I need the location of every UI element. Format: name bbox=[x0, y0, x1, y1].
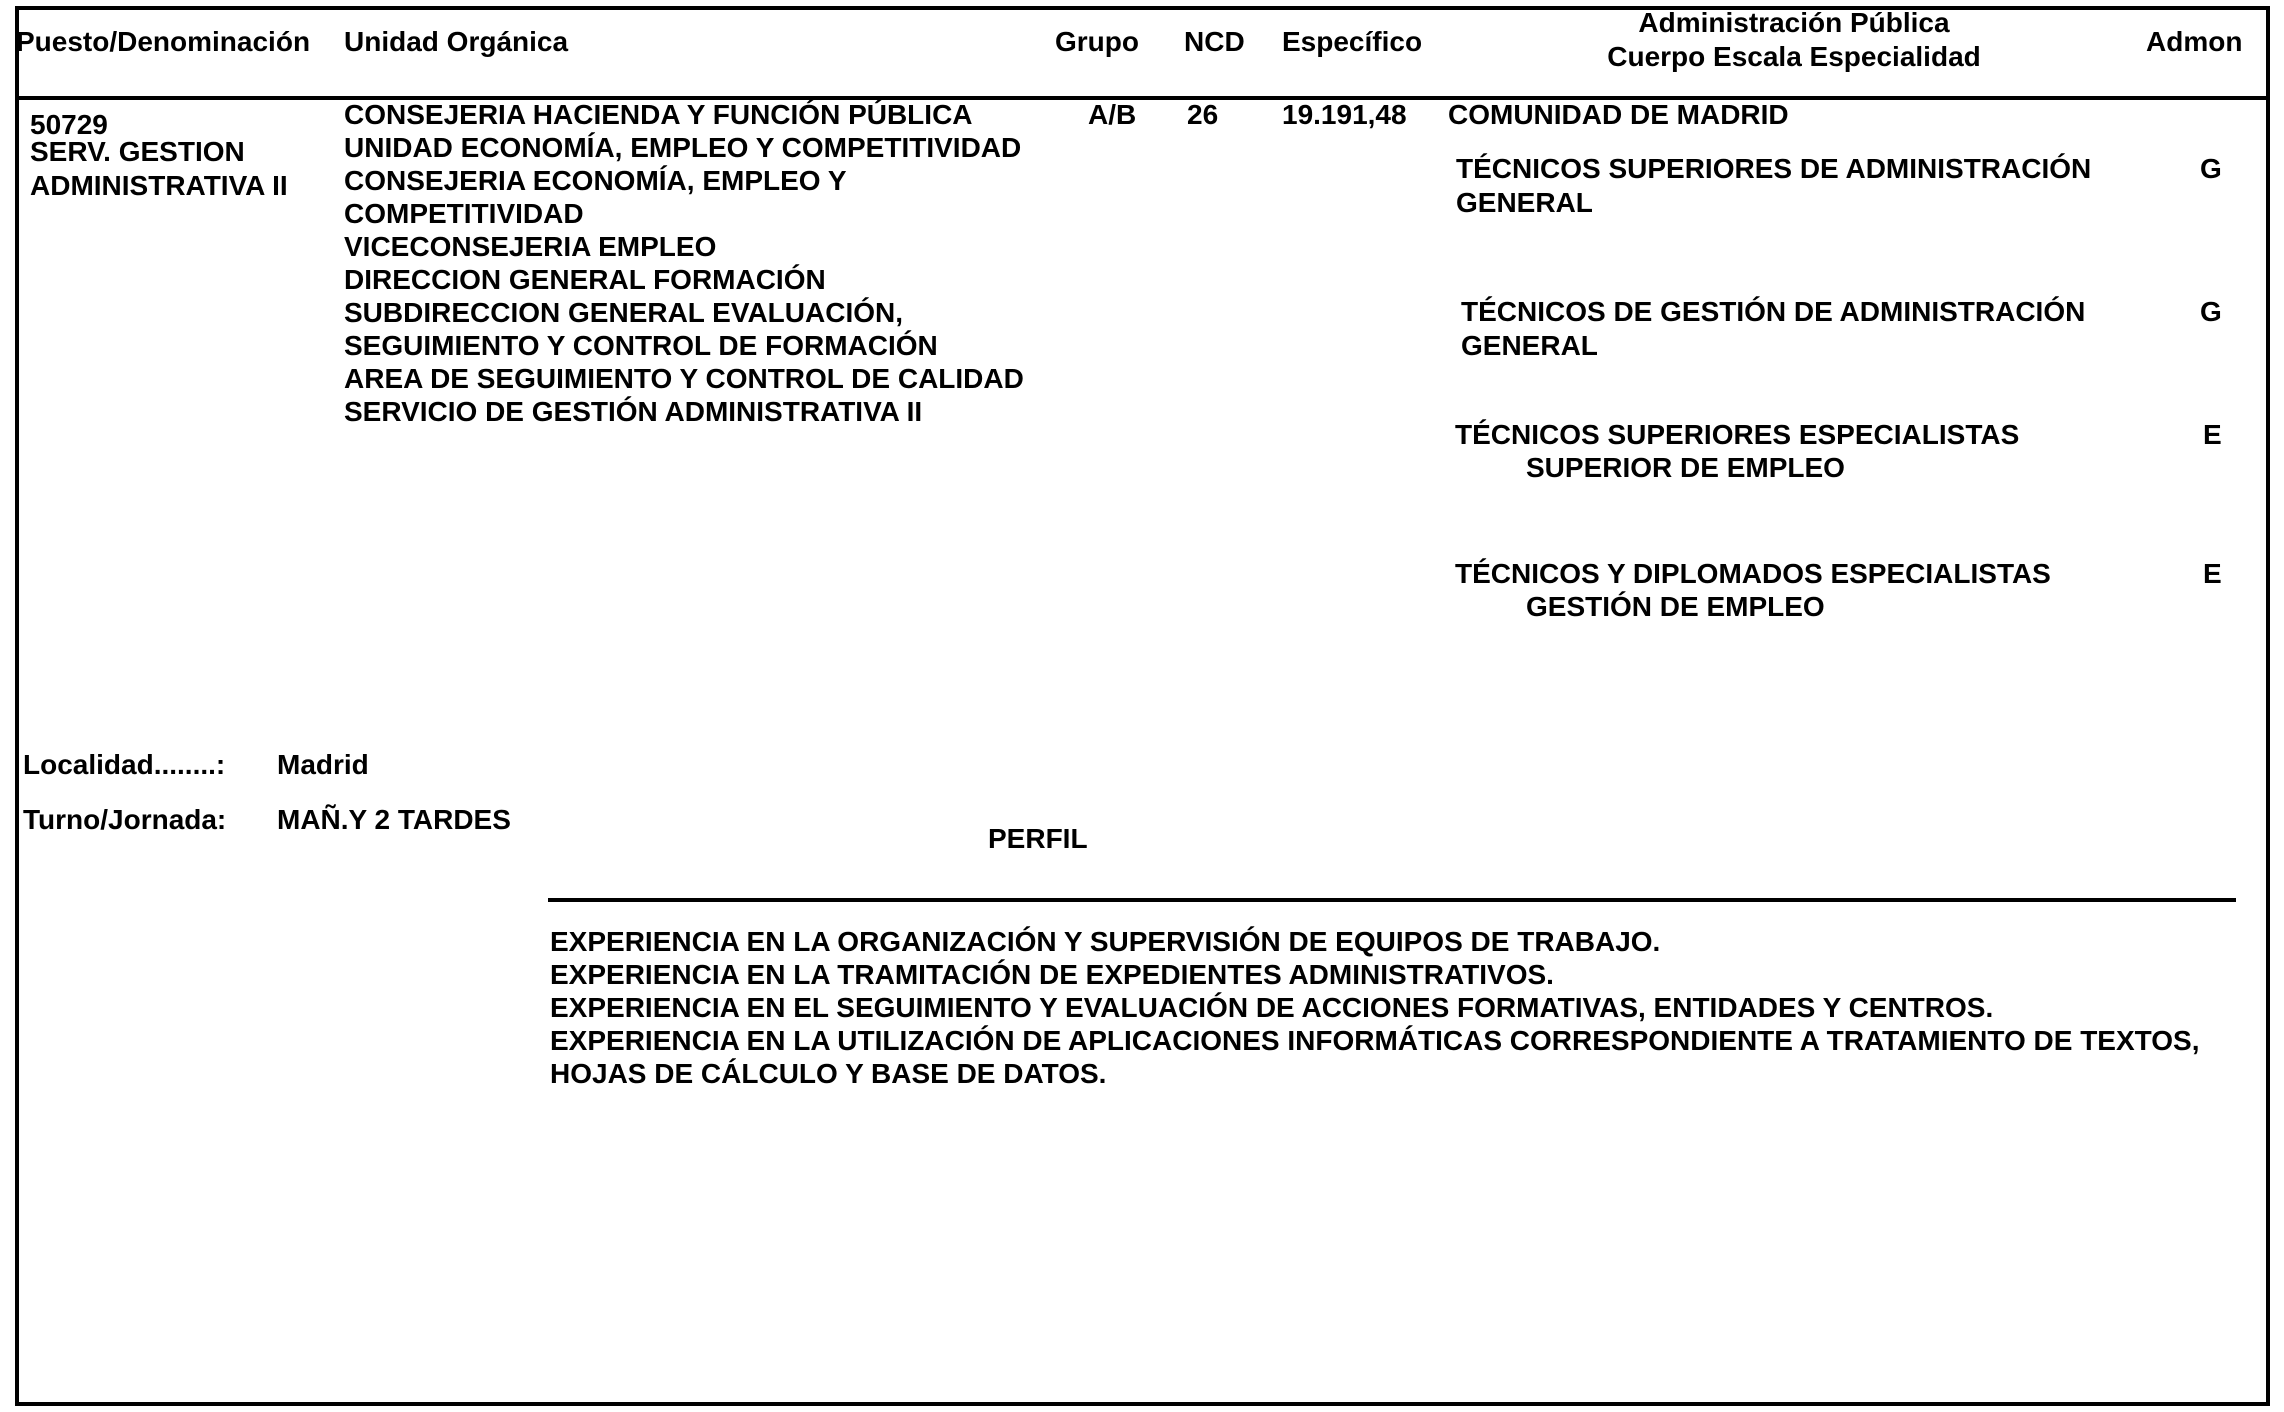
perfil-line: HOJAS DE CÁLCULO Y BASE DE DATOS. bbox=[550, 1058, 1107, 1089]
unidad-organica-list bbox=[344, 98, 1024, 428]
cuerpo-1-admon: G bbox=[2200, 153, 2222, 184]
localidad-label: Localidad........: bbox=[23, 749, 226, 780]
header-ncd: NCD bbox=[1184, 26, 1245, 57]
unidad-line: CONSEJERIA HACIENDA Y FUNCIÓN PÚBLICA bbox=[344, 99, 973, 130]
perfil-line: EXPERIENCIA EN LA UTILIZACIÓN DE APLICACIONES INFORMÁTICAS CORRESPONDIENTE A TRATAMIENTO DE TEXTOS, bbox=[550, 1025, 2200, 1056]
header-grupo: Grupo bbox=[1055, 26, 1139, 57]
localidad-value: Madrid bbox=[277, 749, 369, 780]
cuerpo-4-line2: GESTIÓN DE EMPLEO bbox=[1526, 591, 1825, 622]
cuerpo-2-admon: G bbox=[2200, 296, 2222, 327]
perfil-list bbox=[550, 925, 2199, 1090]
administracion-value: COMUNIDAD DE MADRID bbox=[1448, 99, 1789, 130]
header-admon: Admon bbox=[2146, 26, 2243, 57]
unidad-line: DIRECCION GENERAL FORMACIÓN bbox=[344, 264, 826, 295]
header-puesto: Puesto/Denominación bbox=[16, 26, 311, 57]
header-especifico: Específico bbox=[1282, 26, 1423, 57]
unidad-line: AREA DE SEGUIMIENTO Y CONTROL DE CALIDAD bbox=[344, 363, 1024, 394]
header-unidad: Unidad Orgánica bbox=[344, 26, 569, 57]
cuerpo-1-line1: TÉCNICOS SUPERIORES DE ADMINISTRACIÓN bbox=[1456, 153, 2092, 184]
puesto-codigo: 50729 bbox=[30, 109, 108, 140]
cuerpo-3-line1: TÉCNICOS SUPERIORES ESPECIALISTAS bbox=[1455, 419, 2020, 450]
turno-label: Turno/Jornada: bbox=[23, 804, 227, 835]
puesto-denominacion-2: ADMINISTRATIVA II bbox=[30, 170, 288, 201]
header-admin-line2: Cuerpo Escala Especialidad bbox=[1607, 41, 1981, 72]
turno-value: MAÑ.Y 2 TARDES bbox=[277, 804, 511, 835]
unidad-line: SERVICIO DE GESTIÓN ADMINISTRATIVA II bbox=[344, 396, 923, 427]
cuerpo-3-line2: SUPERIOR DE EMPLEO bbox=[1526, 452, 1845, 483]
unidad-line: SEGUIMIENTO Y CONTROL DE FORMACIÓN bbox=[344, 330, 938, 361]
cuerpo-3-admon: E bbox=[2203, 419, 2222, 450]
perfil-line: EXPERIENCIA EN LA ORGANIZACIÓN Y SUPERVISIÓN DE EQUIPOS DE TRABAJO. bbox=[550, 926, 1661, 957]
puesto-denominacion-1: SERV. GESTION bbox=[30, 136, 245, 167]
perfil-title: PERFIL bbox=[988, 823, 1088, 854]
perfil-line: EXPERIENCIA EN LA TRAMITACIÓN DE EXPEDIENTES ADMINISTRATIVOS. bbox=[550, 959, 1554, 990]
header-admin-line1: Administración Pública bbox=[1638, 7, 1950, 38]
ncd-value: 26 bbox=[1187, 99, 1219, 130]
grupo-value: A/B bbox=[1088, 99, 1137, 130]
cuerpo-2-line2: GENERAL bbox=[1461, 330, 1598, 361]
perfil-divider bbox=[548, 898, 2236, 902]
cuerpo-4-admon: E bbox=[2203, 558, 2222, 589]
unidad-line: COMPETITIVIDAD bbox=[344, 198, 584, 229]
especifico-value: 19.191,48 bbox=[1282, 99, 1407, 130]
perfil-line: EXPERIENCIA EN EL SEGUIMIENTO Y EVALUACIÓN DE ACCIONES FORMATIVAS, ENTIDADES Y CENTROS. bbox=[550, 992, 1994, 1023]
cuerpo-2-line1: TÉCNICOS DE GESTIÓN DE ADMINISTRACIÓN bbox=[1461, 296, 2086, 327]
unidad-line: CONSEJERIA ECONOMÍA, EMPLEO Y bbox=[344, 165, 847, 196]
unidad-line: VICECONSEJERIA EMPLEO bbox=[344, 231, 717, 262]
cuerpo-1-line2: GENERAL bbox=[1456, 187, 1593, 218]
cuerpo-4-line1: TÉCNICOS Y DIPLOMADOS ESPECIALISTAS bbox=[1455, 558, 2051, 589]
unidad-line: UNIDAD ECONOMÍA, EMPLEO Y COMPETITIVIDAD bbox=[344, 132, 1022, 163]
unidad-line: SUBDIRECCION GENERAL EVALUACIÓN, bbox=[344, 297, 904, 328]
